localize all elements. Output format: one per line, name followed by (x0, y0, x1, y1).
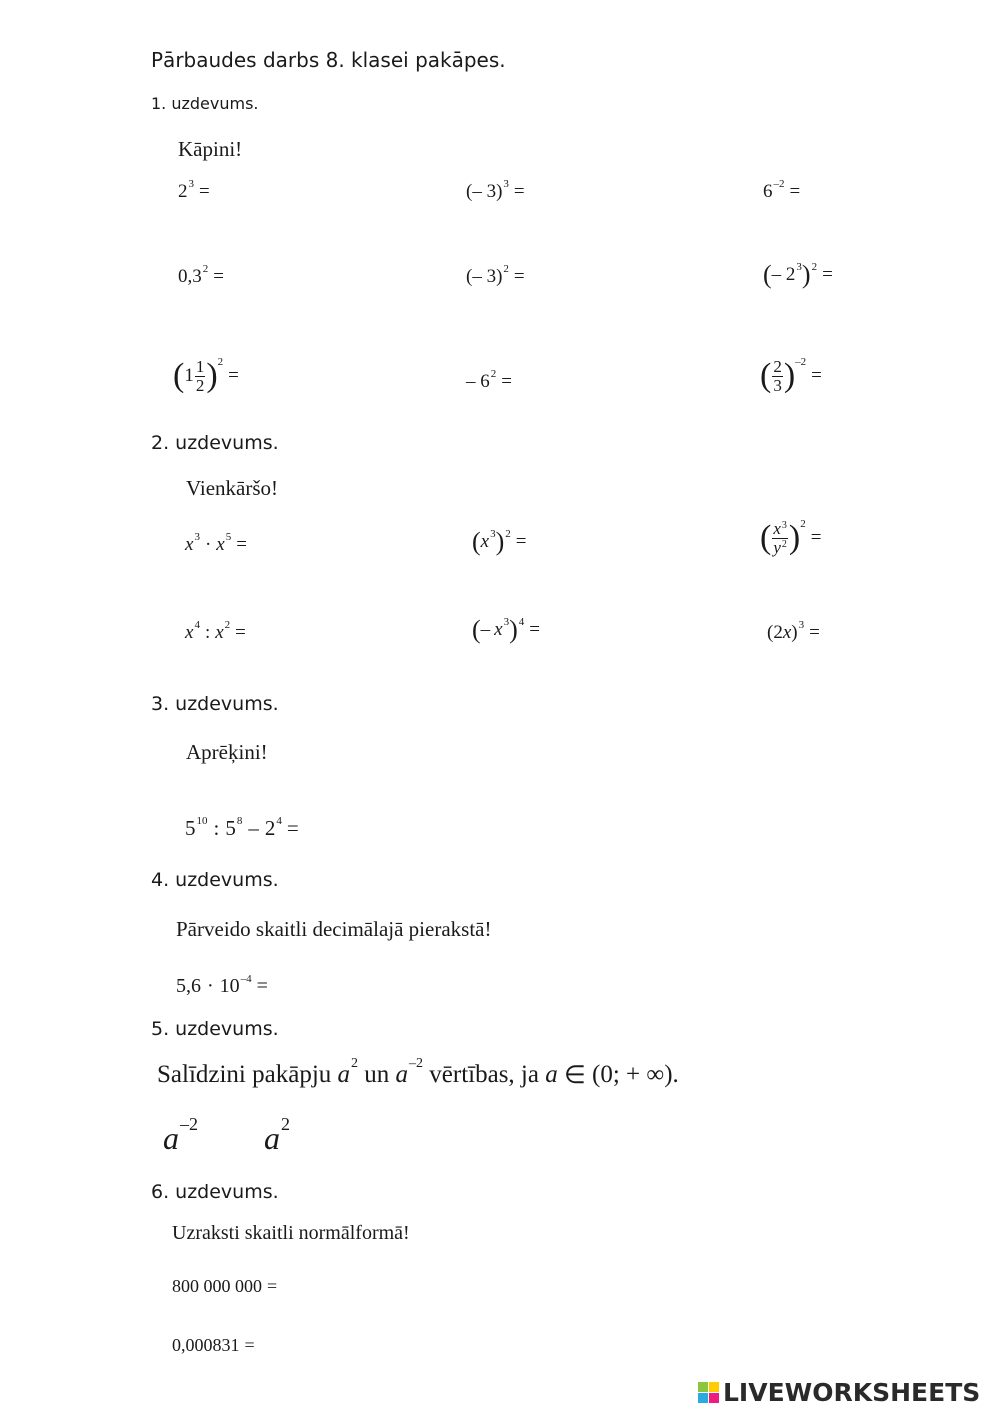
task-6-heading: 6. uzdevums. (151, 1181, 279, 1203)
exponent-neg: –2 (409, 1056, 424, 1071)
task-2-heading: 2. uzdevums. (151, 432, 279, 454)
operator: : (204, 622, 211, 643)
variable: x (216, 534, 225, 555)
num-variable: x (773, 519, 781, 538)
exponent: –2 (773, 178, 785, 190)
exponent: 2 (503, 263, 509, 275)
base: 10 (219, 975, 240, 997)
variable: a (545, 1061, 558, 1088)
t1-expr-3 (763, 178, 801, 203)
equals: = (235, 622, 246, 643)
equals: = (822, 264, 833, 285)
denominator: 3 (773, 375, 782, 395)
exponent-pos: 2 (351, 1056, 359, 1071)
close-paren: ) (791, 622, 798, 643)
value: 0,000831 (172, 1335, 240, 1355)
fraction (772, 358, 783, 395)
variable: x (185, 534, 194, 555)
equals: = (199, 181, 210, 202)
exponent: 2 (811, 261, 818, 273)
task-1-instruction: Kāpini! (178, 137, 243, 161)
t1-expr-7 (173, 358, 239, 395)
task-3-heading: 3. uzdevums. (151, 693, 279, 715)
inner-exponent: 3 (503, 616, 510, 628)
close-paren: ) (788, 519, 801, 557)
exponent-3: 4 (276, 814, 282, 827)
t5-left-term (163, 1114, 198, 1157)
t2-expr-5 (472, 617, 540, 643)
task-4-instruction: Pārveido skaitli decimālajā pierakstā! (176, 917, 492, 941)
logo-square-2 (709, 1382, 719, 1392)
close-paren: ) (801, 260, 811, 289)
open-paren: ( (763, 260, 772, 289)
close-paren: ) (783, 357, 796, 395)
numerator: 1 (195, 357, 205, 376)
close-paren: ) (206, 357, 218, 395)
variable: x (494, 619, 503, 640)
exponent: 4 (518, 616, 525, 628)
exponent: 2 (202, 263, 209, 275)
equals: = (529, 619, 540, 640)
base-1: 5 (185, 816, 196, 840)
t1-expr-2 (466, 178, 525, 203)
equals: = (228, 365, 239, 387)
variable: a (395, 1061, 409, 1088)
base-2: 5 (225, 816, 236, 840)
exponent: 2 (281, 1114, 290, 1134)
equals: = (244, 1335, 255, 1355)
base: (– 3) (466, 266, 503, 287)
numerator (772, 520, 788, 539)
t1-expr-4 (178, 263, 224, 288)
equals: = (513, 181, 525, 202)
logo-square-3 (698, 1393, 708, 1403)
t3-expr (185, 816, 299, 841)
operator: · (207, 975, 214, 997)
operator-2: – (248, 816, 259, 840)
variable: x (215, 622, 224, 643)
logo-square-4 (709, 1393, 719, 1403)
exponent: 2 (490, 368, 497, 380)
logo-text: LIVEWORKSHEETS (723, 1378, 981, 1407)
equals: = (256, 975, 268, 997)
equals: = (515, 531, 527, 552)
equals: = (267, 1276, 278, 1296)
t2-expr-1 (185, 531, 247, 556)
equals: = (213, 266, 224, 287)
variable: a (264, 1120, 280, 1156)
task-4-heading: 4. uzdevums. (151, 869, 279, 891)
exponent: 2 (217, 356, 224, 368)
exponent: 3 (188, 178, 194, 190)
exponent-1: 4 (194, 619, 200, 631)
close-paren: ) (495, 527, 505, 556)
word-un: un (364, 1061, 390, 1088)
open-paren: ( (760, 519, 772, 557)
base: – 6 (466, 371, 490, 392)
exponent-2: 8 (236, 814, 243, 827)
t1-expr-6 (763, 262, 833, 288)
base: 0,3 (178, 266, 202, 287)
inner-exponent: 3 (490, 528, 496, 540)
exponent: –2 (180, 1114, 198, 1134)
t1-expr-9 (760, 358, 822, 395)
t2-expr-3 (760, 520, 821, 557)
fraction (772, 520, 788, 557)
t2-expr-4 (185, 619, 246, 644)
coefficient: 2 (773, 622, 783, 643)
base: 2 (178, 181, 188, 202)
mantissa: 5,6 (176, 975, 201, 997)
equals: = (810, 527, 822, 549)
t1-expr-1 (178, 178, 210, 203)
t4-expr (176, 972, 268, 998)
variable: a (337, 1061, 351, 1088)
num-exponent: 3 (781, 520, 787, 531)
variable: x (782, 622, 792, 643)
denominator (772, 539, 788, 557)
equals: = (513, 266, 525, 287)
page-title: Pārbaudes darbs 8. klasei pakāpes. (151, 48, 506, 72)
t6-number-1 (172, 1276, 277, 1297)
exponent-2: 5 (225, 531, 232, 543)
task-3-instruction: Aprēķini! (186, 740, 268, 764)
open-paren: ( (760, 357, 772, 395)
equals: = (789, 181, 801, 202)
exponent-1: 3 (194, 531, 200, 543)
variable: a (163, 1120, 179, 1156)
open-paren: ( (173, 357, 185, 395)
base: – 2 (771, 264, 796, 285)
t1-expr-8 (466, 368, 512, 393)
logo-mark-icon (698, 1382, 719, 1403)
instruction-part-1: Salīdzini pakāpju (157, 1061, 332, 1088)
value: 800 000 000 (172, 1276, 262, 1296)
den-variable: y (773, 537, 781, 557)
numerator: 2 (773, 357, 782, 376)
equals: = (811, 365, 822, 387)
exponent-2: 2 (224, 619, 231, 631)
t2-expr-2 (472, 529, 527, 555)
task-5-instruction (157, 1056, 679, 1090)
inner-exponent: 3 (796, 261, 802, 273)
exponent: –2 (795, 356, 807, 368)
variable: x (480, 531, 490, 552)
instruction-part-2: vērtības, ja (429, 1061, 539, 1088)
task-1-heading: 1. uzdevums. (151, 94, 259, 113)
operator: · (204, 534, 212, 555)
exponent: 3 (503, 178, 509, 190)
exponent: 3 (798, 619, 805, 631)
equals: = (286, 816, 299, 840)
close-paren: ) (509, 615, 518, 644)
task-2-instruction: Vienkāršo! (186, 476, 279, 500)
logo-square-1 (698, 1382, 708, 1392)
equals: = (501, 371, 512, 392)
base: 6 (763, 181, 773, 202)
task-6-instruction: Uzraksti skaitli normālformā! (172, 1222, 410, 1244)
exponent: –4 (240, 972, 252, 985)
open-paren: ( (472, 527, 481, 556)
operator-1: : (213, 816, 220, 840)
denominator: 2 (195, 375, 205, 395)
base: (– 3) (466, 181, 503, 202)
liveworksheets-logo[interactable] (698, 1378, 980, 1407)
t5-right-term (264, 1114, 290, 1157)
task-5-heading: 5. uzdevums. (151, 1018, 279, 1040)
exponent: 2 (505, 528, 511, 540)
equals: = (809, 622, 820, 643)
t2-expr-6 (767, 619, 820, 644)
exponent-1: 10 (196, 814, 208, 827)
t6-number-2 (172, 1335, 255, 1356)
den-exponent: 2 (781, 538, 787, 550)
interval: (0; + ∞). (592, 1061, 679, 1088)
open-paren: ( (472, 615, 481, 644)
variable: x (185, 622, 194, 643)
open-paren: ( (767, 622, 774, 643)
base-3: 2 (264, 816, 276, 840)
fraction (195, 358, 206, 395)
whole-part: 1 (184, 365, 194, 387)
exponent: 2 (800, 518, 806, 530)
element-of: ∈ (563, 1062, 586, 1089)
t1-expr-5 (466, 263, 525, 288)
equals: = (236, 534, 247, 555)
sign: – (480, 619, 491, 640)
